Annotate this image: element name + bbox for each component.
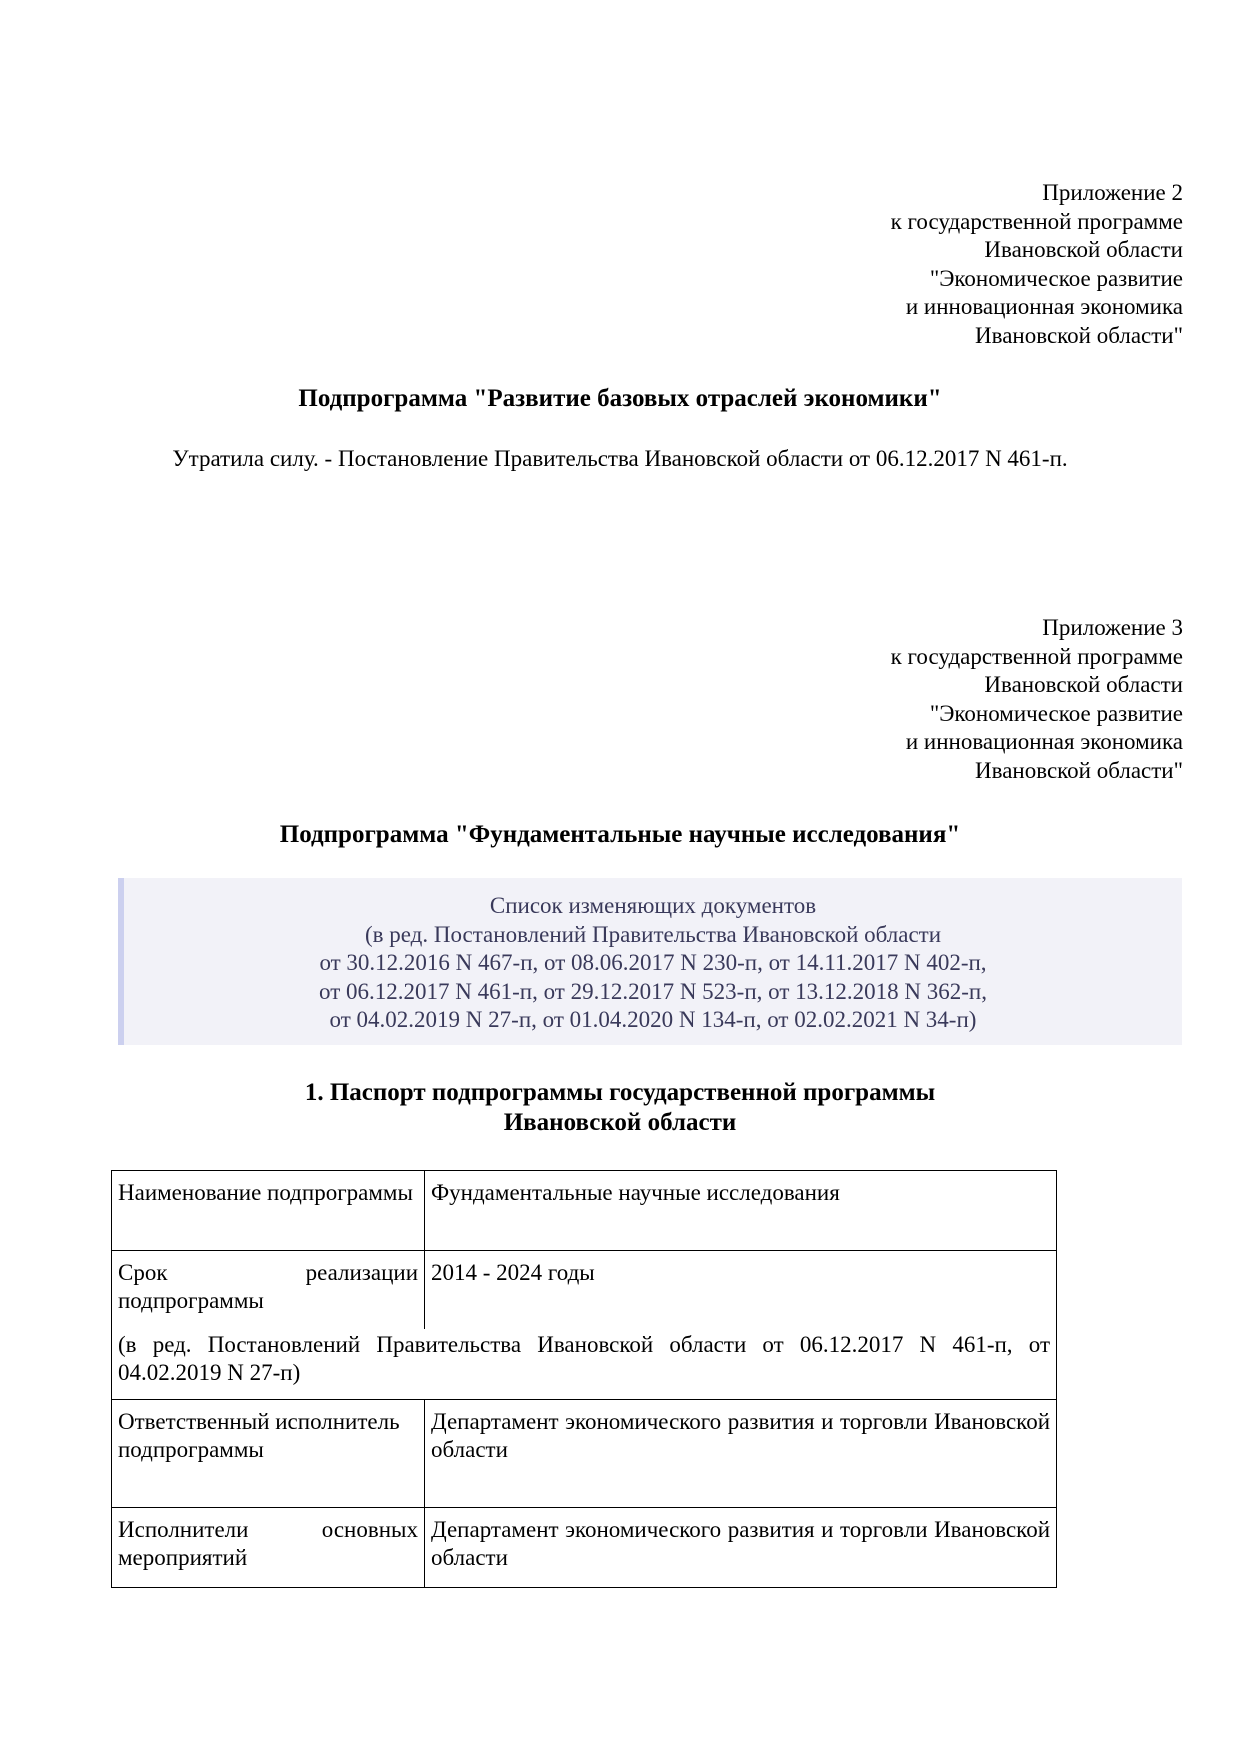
row-label: Ответственный исполнитель подпрограммы <box>112 1399 425 1507</box>
appendix-2-line: "Экономическое развитие <box>929 265 1183 291</box>
appendix-3-line: Ивановской области <box>984 672 1183 697</box>
subprogram-1-repeal-note: Утратила силу. - Постановление Правительства Ивановской области от 06.12.2017 N 461-п. <box>172 446 1068 471</box>
passport-table <box>111 1170 1057 1588</box>
change-documents-line: (в ред. Постановлений Правительства Ивановской области <box>364 921 942 947</box>
row-label: Исполнители основных мероприятий <box>112 1507 425 1587</box>
table-row <box>112 1251 1057 1329</box>
section-1-title <box>0 1078 1240 1138</box>
change-documents-line: от 06.12.2017 N 461-п, от 29.12.2017 N 523-п, от 13.12.2018 N 362-п, <box>319 978 987 1004</box>
row-amendment-note: (в ред. Постановлений Правительства Ивановской области от 06.12.2017 N 461-п, от 04.02.2019 N 27-п) <box>112 1329 1057 1400</box>
appendix-3-line: Ивановской области" <box>975 757 1183 783</box>
section-1-title-line: 1. Паспорт подпрограммы государственной программы <box>304 1079 936 1106</box>
change-documents-heading: Список изменяющих документов <box>489 893 817 918</box>
row-label: Наименование подпрограммы <box>112 1171 425 1251</box>
appendix-2-line: Приложение 2 <box>1042 180 1183 205</box>
subprogram-1-title: Подпрограмма "Развитие базовых отраслей экономики" <box>298 385 942 412</box>
change-documents-line: от 04.02.2019 N 27-п, от 01.04.2020 N 134-п, от 02.02.2021 N 34-п) <box>329 1007 977 1032</box>
appendix-3-header <box>891 614 1183 785</box>
appendix-3-line: Приложение 3 <box>1042 615 1183 640</box>
row-value: Фундаментальные научные исследования <box>425 1171 1057 1251</box>
appendix-3-line: "Экономическое развитие <box>929 700 1183 726</box>
table-row <box>112 1399 1057 1507</box>
change-documents-box <box>118 878 1182 1045</box>
section-1-title-line: Ивановской области <box>503 1109 737 1136</box>
row-value: Департамент экономического развития и торговли Ивановской области <box>425 1399 1057 1507</box>
table-row <box>112 1507 1057 1587</box>
row-value: 2014 - 2024 годы <box>425 1251 1057 1329</box>
appendix-3-line: и инновационная экономика <box>905 729 1183 754</box>
appendix-3-line: к государственной программе <box>890 643 1183 669</box>
appendix-2-line: Ивановской области <box>984 237 1183 262</box>
change-documents-line: от 30.12.2016 N 467-п, от 08.06.2017 N 230-п, от 14.11.2017 N 402-п, <box>319 950 987 975</box>
table-row-note <box>112 1329 1057 1400</box>
subprogram-2-title: Подпрограмма "Фундаментальные научные исследования" <box>279 821 961 848</box>
appendix-2-header <box>891 179 1183 350</box>
appendix-2-line: и инновационная экономика <box>905 294 1183 319</box>
table-row <box>112 1171 1057 1251</box>
appendix-2-line: Ивановской области" <box>975 322 1183 348</box>
row-value: Департамент экономического развития и торговли Ивановской области <box>425 1507 1057 1587</box>
appendix-2-line: к государственной программе <box>890 208 1183 234</box>
row-label <box>112 1251 425 1329</box>
row-label-text: Срок реализации подпрограммы <box>118 1260 418 1313</box>
